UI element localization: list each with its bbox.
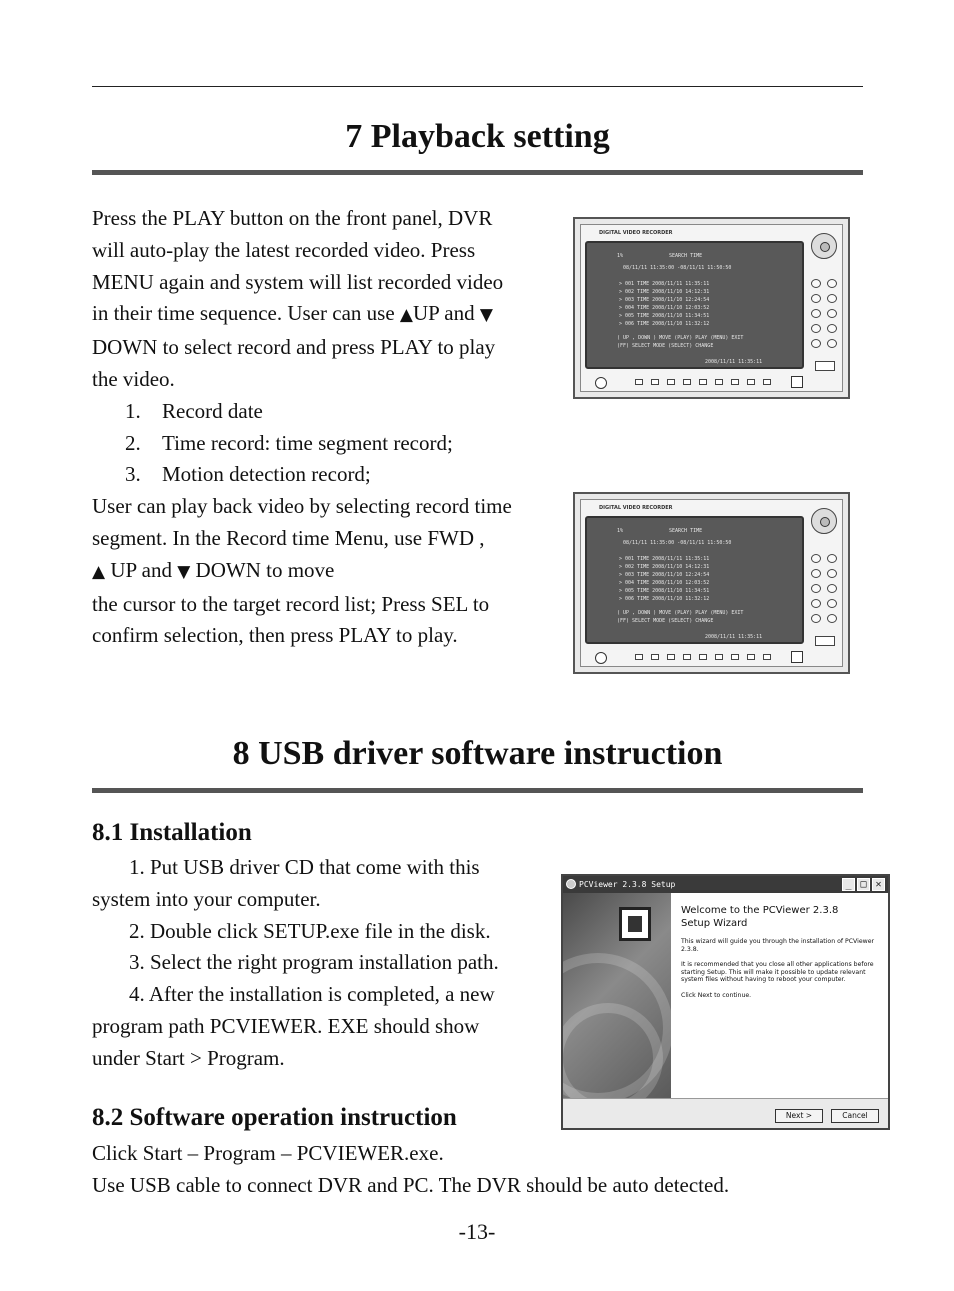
screen-range: 08/11/11 11:35:00 -08/11/11 11:50:50 — [623, 540, 732, 546]
screen-help-2: (FF) SELECT MODE (SELECT) CHANGE — [617, 343, 714, 349]
maximize-icon[interactable]: □ — [857, 878, 870, 891]
dvr-button — [827, 279, 837, 288]
wizard-side-banner — [563, 893, 671, 1098]
dvr-button — [811, 569, 821, 578]
dvr-button — [811, 614, 821, 623]
text-line: 3. Select the right program installation path. — [129, 950, 499, 975]
list-item — [92, 396, 512, 428]
dvr-button — [811, 584, 821, 593]
text-fragment: DOWN to move — [195, 557, 335, 582]
dvr-button — [827, 584, 837, 593]
text-line: MENU again and system will list recorded video — [92, 269, 504, 294]
dvr-button — [827, 324, 837, 333]
screen-clock: 2008/11/11 11:35:11 — [705, 634, 763, 640]
dvr-front-button — [715, 379, 723, 385]
dvr-button — [827, 339, 837, 348]
wizard-heading — [681, 904, 881, 930]
dvr-power-button — [791, 651, 803, 663]
dvr-front-button — [635, 654, 643, 660]
text-line: confirm selection, then press PLAY to play. — [92, 623, 458, 648]
list-number: 3. — [125, 462, 141, 487]
text-line: User can play back video by selecting record time — [92, 494, 512, 519]
dvr-illustration-2 — [573, 492, 850, 674]
installation-heading: 8.1 Installation — [92, 819, 252, 846]
screen-row: > 004 TIME 2008/11/10 12:03:52 — [619, 580, 710, 586]
minimize-icon[interactable]: _ — [842, 878, 855, 891]
playback-paragraph — [92, 203, 512, 652]
screen-row: > 002 TIME 2008/11/10 14:12:31 — [619, 289, 710, 295]
installer-logo-icon — [619, 907, 651, 941]
triangle-down-icon: ▼ — [177, 561, 191, 582]
dvr-front-button — [699, 379, 707, 385]
wizard-text: This wizard will guide you through the installation of PCViewer 2.3.8. — [681, 938, 875, 953]
dvr-usb-slot — [815, 636, 835, 646]
dvr-button — [827, 569, 837, 578]
screen-help-2: (FF) SELECT MODE (SELECT) CHANGE — [617, 618, 714, 624]
wizard-heading-line: Setup Wizard — [681, 918, 748, 929]
dvr-front-button — [731, 654, 739, 660]
text-line: Press the PLAY button on the front panel, DVR — [92, 206, 493, 230]
list-text: Time record: time segment record; — [162, 430, 453, 455]
dvr-screen — [585, 516, 804, 644]
dvr-front-button — [651, 379, 659, 385]
screen-row: > 005 TIME 2008/11/10 11:34:51 — [619, 313, 710, 319]
dvr-power-button — [791, 376, 803, 388]
triangle-up-icon: ▲ — [92, 561, 106, 582]
section-8-rule — [92, 788, 863, 793]
screen-percent: 1% — [617, 528, 624, 534]
dvr-brand-label: DIGITAL VIDEO RECORDER — [599, 505, 673, 511]
screen-row: > 003 TIME 2008/11/10 12:24:54 — [619, 572, 710, 578]
screen-help-1: ( UP , DOWN ) MOVE (PLAY) PLAY (MENU) EXIT — [617, 335, 744, 341]
section-7-rule — [92, 170, 863, 175]
wizard-title: PCViewer 2.3.8 Setup — [579, 880, 676, 889]
dvr-button — [811, 279, 821, 288]
dvr-button — [811, 599, 821, 608]
wizard-heading-line: Welcome to the PCViewer 2.3.8 — [681, 905, 839, 916]
triangle-down-icon: ▼ — [479, 305, 493, 326]
dvr-front-button — [699, 654, 707, 660]
screen-row: > 003 TIME 2008/11/10 12:24:54 — [619, 297, 710, 303]
wizard-text: It is recommended that you close all other applications before starting Setup. This will make it possible to update relevant system files without having to reboot your computer. — [681, 961, 874, 984]
screen-row: > 006 TIME 2008/11/10 11:32:12 — [619, 596, 710, 602]
text-line: system into your computer. — [92, 886, 321, 911]
list-number: 2. — [125, 430, 141, 455]
section-8-title: 8 USB driver software instruction — [232, 735, 723, 772]
triangle-up-icon: ▲ — [399, 305, 413, 326]
wizard-title-bar — [563, 876, 888, 893]
dvr-front-button — [715, 654, 723, 660]
text-fragment: in their time sequence. User can use — [92, 301, 395, 326]
text-line — [92, 298, 512, 332]
dvr-power-knob — [595, 652, 607, 664]
screen-row: > 006 TIME 2008/11/10 11:32:12 — [619, 321, 710, 327]
text-line: Use USB cable to connect DVR and PC. The DVR should be auto detected. — [92, 1172, 730, 1197]
dvr-illustration-1 — [573, 217, 850, 399]
page-number: -13- — [458, 1219, 496, 1244]
text-line: under Start > Program. — [92, 1045, 285, 1070]
close-icon[interactable]: ✕ — [872, 878, 885, 891]
dvr-usb-slot — [815, 361, 835, 371]
app-icon — [566, 879, 576, 889]
screen-search-label: SEARCH TIME — [669, 253, 703, 259]
text-line: will auto-play the latest recorded video. Press — [92, 237, 476, 262]
screen-range: 08/11/11 11:35:00 -08/11/11 11:50:50 — [623, 265, 732, 271]
next-button[interactable]: Next > — [775, 1109, 823, 1123]
screen-row: > 001 TIME 2008/11/11 11:35:11 — [619, 556, 710, 562]
dvr-button — [827, 294, 837, 303]
dvr-front-button — [683, 379, 691, 385]
text-fragment: UP and — [110, 557, 172, 582]
screen-row: > 002 TIME 2008/11/10 14:12:31 — [619, 564, 710, 570]
dvr-button — [811, 294, 821, 303]
dvr-front-button — [651, 654, 659, 660]
operation-text — [92, 1138, 729, 1202]
text-line: the video. — [92, 366, 175, 391]
text-line: segment. In the Record time Menu, use FWD , — [92, 525, 485, 550]
dvr-front-button — [731, 379, 739, 385]
dvr-button — [811, 554, 821, 563]
dvr-button — [811, 309, 821, 318]
dvr-screen — [585, 241, 804, 369]
screen-row: > 005 TIME 2008/11/10 11:34:51 — [619, 588, 710, 594]
dvr-front-button — [667, 379, 675, 385]
dvr-power-knob — [595, 377, 607, 389]
cancel-button[interactable]: Cancel — [831, 1109, 879, 1123]
wizard-text: Click Next to continue. — [681, 991, 752, 999]
installation-steps — [92, 852, 499, 1075]
screen-help-1: ( UP , DOWN ) MOVE (PLAY) PLAY (MENU) EXIT — [617, 610, 744, 616]
dvr-front-button — [763, 654, 771, 660]
list-number: 1. — [125, 398, 141, 423]
screen-row: > 004 TIME 2008/11/10 12:03:52 — [619, 305, 710, 311]
text-fragment: UP and — [412, 301, 475, 326]
wizard-footer — [563, 1098, 888, 1128]
dvr-front-button — [635, 379, 643, 385]
list-text: Record date — [162, 398, 263, 423]
dvr-nav-dial — [811, 233, 837, 259]
screen-clock: 2008/11/11 11:35:11 — [705, 359, 763, 365]
dvr-button — [811, 339, 821, 348]
screen-row: > 001 TIME 2008/11/11 11:35:11 — [619, 281, 710, 287]
text-line: the cursor to the target record list; Press SEL to — [92, 591, 490, 616]
dvr-button — [811, 324, 821, 333]
text-line — [92, 555, 512, 589]
dvr-brand-label: DIGITAL VIDEO RECORDER — [599, 230, 673, 236]
list-item — [92, 459, 512, 491]
text-line: program path PCVIEWER. EXE should show — [92, 1013, 480, 1038]
dvr-front-button — [747, 654, 755, 660]
header-rule — [92, 86, 863, 87]
dvr-button — [827, 599, 837, 608]
text-line: Click Start – Program – PCVIEWER.exe. — [92, 1141, 444, 1165]
list-item — [92, 428, 512, 460]
dvr-button — [827, 614, 837, 623]
dvr-front-button — [683, 654, 691, 660]
screen-search-label: SEARCH TIME — [669, 528, 703, 534]
text-line: 2. Double click SETUP.exe file in the disk. — [129, 918, 491, 943]
dvr-button — [827, 309, 837, 318]
setup-wizard-window — [561, 874, 890, 1130]
list-text: Motion detection record; — [162, 462, 371, 487]
screen-percent: 1% — [617, 253, 624, 259]
text-line: DOWN to select record and press PLAY to play — [92, 335, 496, 360]
operation-heading: 8.2 Software operation instruction — [92, 1104, 457, 1131]
wizard-content — [681, 904, 881, 1000]
dvr-front-button — [747, 379, 755, 385]
dvr-nav-dial — [811, 508, 837, 534]
dvr-front-button — [763, 379, 771, 385]
text-line: 4. After the installation is completed, a new — [129, 982, 495, 1007]
dvr-front-button — [667, 654, 675, 660]
text-line: 1. Put USB driver CD that come with this — [129, 855, 480, 879]
dvr-button — [827, 554, 837, 563]
section-7-title: 7 Playback setting — [345, 118, 610, 155]
